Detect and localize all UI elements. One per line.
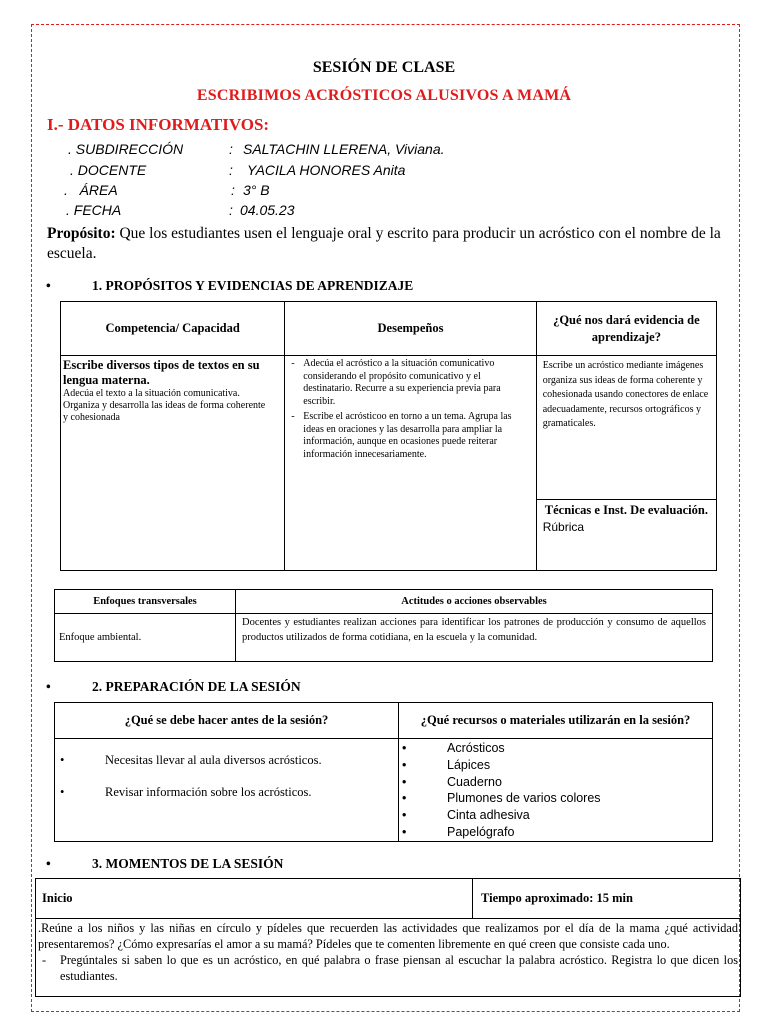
header-recursos: ¿Qué recursos o materiales utilizarán en la sesión?: [399, 703, 713, 739]
info-value-docente: YACILA HONORES Anita: [247, 162, 406, 178]
info-value-area: 3° B: [243, 182, 270, 198]
bullet-icon: •: [60, 785, 65, 799]
cell-tiempo: Tiempo aproximado: 15 min: [473, 879, 741, 919]
recurso-item: • Lápices: [402, 757, 491, 772]
table-propositos: [60, 301, 717, 571]
recurso-item: • Plumones de varios colores: [402, 791, 601, 806]
section-datos-informativos: I.- DATOS INFORMATIVOS:: [47, 115, 270, 134]
cell-recursos: [399, 739, 713, 842]
competencia-title: Escribe diversos tipos de textos en su lengua materna.: [63, 358, 260, 387]
competencia-items: Adecúa el texto a la situación comunicativa. Organiza y desarrolla las ideas de forma coherente y cohesionada: [63, 388, 266, 423]
header-competencia: Competencia/ Capacidad: [61, 302, 285, 356]
info-value-subdireccion: SALTACHIN LLERENA, Viviana.: [243, 141, 445, 157]
info-key-area: . ÁREA: [64, 182, 118, 198]
header-evidencia: ¿Qué nos dará evidencia de aprendizaje?: [536, 302, 716, 356]
info-key-fecha: . FECHA: [66, 202, 122, 218]
cell-inicio-content: [36, 919, 741, 997]
table-preparacion: [54, 702, 713, 842]
inicio-paragraph: .Reúne a los niños y las niñas en círculo y pídeles que recuerden las actividades que realizamos por el día de la mama ¿qué actividad presentaremos? ¿Cómo expresarías el amor a su mamá? Pídeles que te comenten libremente en qué creen que consiste cada uno.: [38, 921, 738, 951]
bullet-icon: •: [46, 679, 51, 694]
bullet-icon: •: [46, 856, 51, 871]
info-value-fecha: 04.05.23: [240, 202, 295, 218]
bullet-icon: •: [402, 808, 407, 823]
desempeno-item: - Adecúa el acróstico a la situación comunicativo considerando el propósito comunicativo y el destinatario. Recurre a su experiencia previa para escribir.: [291, 358, 501, 407]
antes-item: • Revisar información sobre los acrósticos.: [60, 785, 312, 799]
bullet-icon: •: [402, 774, 407, 789]
cell-evidencia: [536, 356, 716, 500]
info-colon: :: [229, 141, 233, 157]
purpose-paragraph: [47, 224, 737, 264]
bullet-icon: •: [402, 757, 407, 772]
header-actitudes: Actitudes o acciones observables: [236, 590, 713, 614]
header-antes: ¿Qué se debe hacer antes de la sesión?: [55, 703, 399, 739]
recurso-item: • Acrósticos: [402, 741, 505, 755]
table-enfoques: [54, 589, 713, 662]
antes-item: • Necesitas llevar al aula diversos acrósticos.: [60, 753, 322, 767]
cell-inicio: Inicio: [36, 879, 473, 919]
section-preparacion-title: 2. PREPARACIÓN DE LA SESIÓN: [92, 679, 301, 694]
section-momentos-title: 3. MOMENTOS DE LA SESIÓN: [92, 856, 284, 871]
purpose-text: Que los estudiantes usen el lenguaje oral y escrito para producir un acróstico con el nombre de la escuela.: [47, 225, 721, 262]
info-colon: :: [229, 202, 233, 218]
inicio-step: - Pregúntales si saben lo que es un acróstico, en qué palabra o frase piensan al escuchar la palabra acróstico. Registra lo que dicen los estudiantes.: [42, 953, 738, 983]
recurso-item: • Cinta adhesiva: [402, 808, 530, 823]
cell-competencia: [61, 356, 285, 571]
cell-enfoque: Enfoque ambiental.: [55, 614, 236, 662]
info-key-docente: . DOCENTE: [70, 162, 147, 178]
tecnicas-value: Rúbrica: [542, 520, 585, 534]
section-propositos-title: 1. PROPÓSITOS Y EVIDENCIAS DE APRENDIZAJE: [92, 278, 414, 293]
recurso-item: • Papelógrafo: [402, 824, 515, 839]
table-momentos: [35, 878, 741, 997]
header-tecnicas: Técnicas e Inst. De evaluación.: [544, 503, 708, 517]
info-colon: :: [229, 162, 233, 178]
cell-tecnicas: [536, 500, 716, 571]
cell-desempenos: [285, 356, 536, 571]
session-subtitle: ESCRIBIMOS ACRÓSTICOS ALUSIVOS A MAMÁ: [196, 87, 572, 104]
bullet-icon: •: [46, 278, 51, 293]
info-key-subdireccion: . SUBDIRECCIÓN: [68, 141, 184, 157]
bullet-icon: •: [60, 753, 65, 767]
cell-actitud: Docentes y estudiantes realizan acciones para identificar los patrones de producción y consumo de aquellos productos utilizados de forma cotidiana, en la escuela y la comunidad.: [236, 614, 713, 662]
cell-antes: [55, 739, 399, 842]
desempeno-item: - Escribe el acrósticoo en torno a un tema. Agrupa las ideas en oraciones y las desarrolla para ampliar la información, aunque en ocasiones puede reiterar información innecesariamente.: [291, 411, 512, 460]
bullet-icon: •: [402, 791, 407, 806]
header-desempenos: Desempeños: [285, 302, 536, 356]
purpose-label: Propósito:: [47, 225, 116, 242]
bullet-icon: •: [402, 824, 407, 839]
page-title: SESIÓN DE CLASE: [312, 59, 456, 76]
info-colon: :: [231, 182, 235, 198]
recurso-item: • Cuaderno: [402, 774, 502, 789]
bullet-icon: •: [402, 741, 407, 755]
evidencia-text: Escribe un acróstico mediante imágenes organiza sus ideas de forma coherente y cohesionada usando conectores de enlace adecuadamente, recursos ortográficos y gramaticales.: [542, 360, 709, 429]
header-enfoques: Enfoques transversales: [55, 590, 236, 614]
